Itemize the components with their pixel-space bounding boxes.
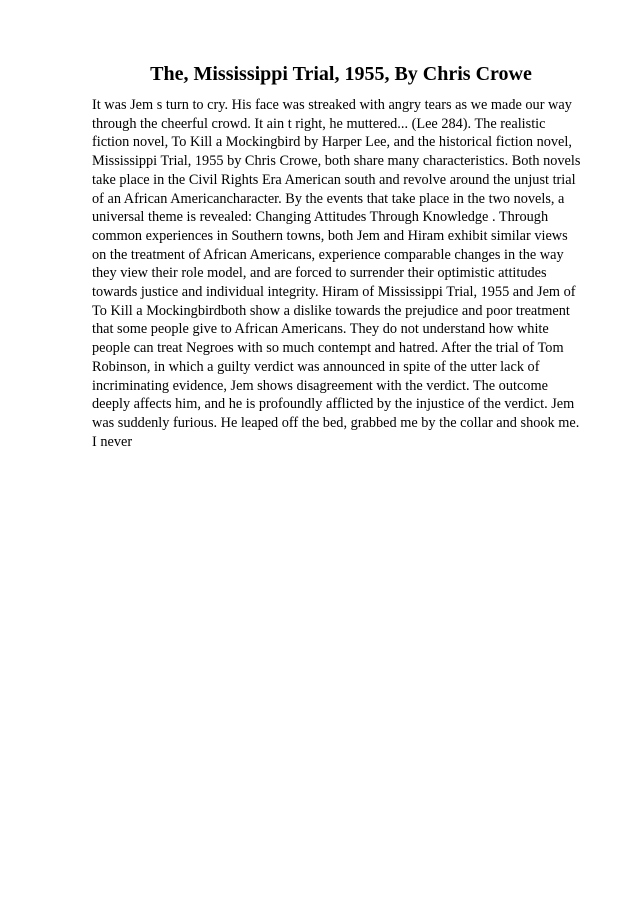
text-line: they view their role model, and are forced to surrender their optimistic attitudes bbox=[92, 265, 547, 282]
body-text bbox=[92, 96, 612, 451]
text-line: fiction novel, To Kill a Mockingbird by Harper Lee, and the historical fiction novel, bbox=[92, 134, 572, 151]
text-line: on the treatment of African Americans, experience comparable changes in the way bbox=[92, 246, 564, 263]
text-line: common experiences in Southern towns, both Jem and Hiram exhibit similar views bbox=[92, 227, 568, 244]
text-line: I never bbox=[92, 433, 133, 450]
text-line: of an African Americancharacter. By the events that take place in the two novels, a bbox=[92, 190, 565, 207]
text-line: universal theme is revealed: Changing Attitudes Through Knowledge . Through bbox=[92, 209, 549, 226]
text-line: Mississippi Trial, 1955 by Chris Crowe, both share many characteristics. Both novels bbox=[92, 153, 581, 170]
text-line: Robinson, in which a guilty verdict was announced in spite of the utter lack of bbox=[92, 358, 540, 375]
text-line: To Kill a Mockingbirdboth show a dislike towards the prejudice and poor treatment bbox=[92, 302, 570, 319]
text-line: people can treat Negroes with so much contempt and hatred. After the trial of Tom bbox=[92, 340, 564, 357]
text-line: towards justice and individual integrity. Hiram of Mississippi Trial, 1955 and Jem of bbox=[92, 284, 576, 301]
document-title: The, Mississippi Trial, 1955, By Chris Crowe bbox=[150, 63, 532, 85]
text-line: deeply affects him, and he is profoundly afflicted by the injustice of the verdict. Jem bbox=[92, 396, 575, 413]
text-line: was suddenly furious. He leaped off the bed, grabbed me by the collar and shook me. bbox=[92, 414, 580, 431]
text-line: It was Jem s turn to cry. His face was streaked with angry tears as we made our way bbox=[92, 97, 572, 113]
text-line: through the cheerful crowd. It ain t right, he muttered... (Lee 284). The realistic bbox=[92, 115, 546, 132]
text-line: take place in the Civil Rights Era American south and revolve around the unjust trial bbox=[92, 171, 576, 188]
text-line: that some people give to African Americans. They do not understand how white bbox=[92, 321, 549, 338]
text-line: incriminating evidence, Jem shows disagreement with the verdict. The outcome bbox=[92, 377, 548, 394]
